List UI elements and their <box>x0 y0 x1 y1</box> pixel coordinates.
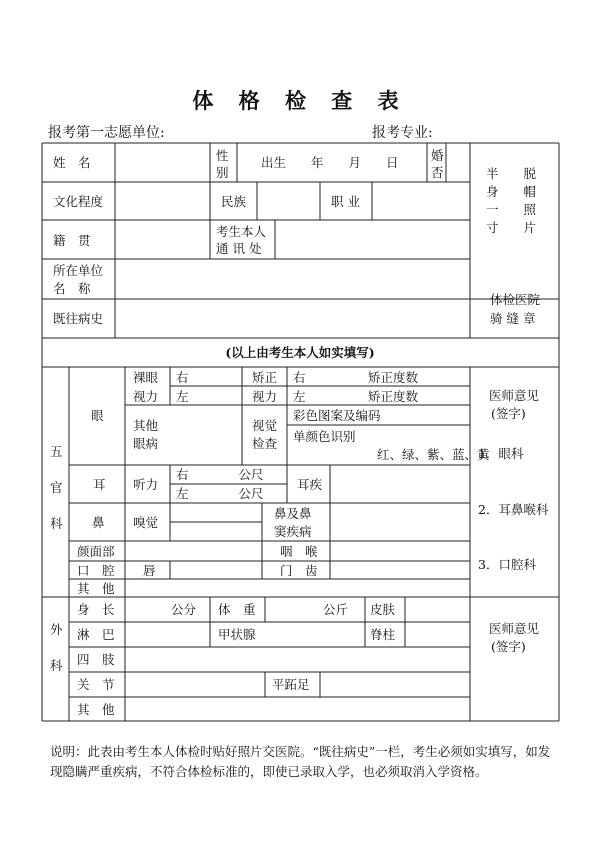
limbs-label: 四 肢 <box>77 652 115 667</box>
single-color-label: 单颜色识别 <box>293 429 356 444</box>
surgery-section-char-2: 科 <box>50 658 63 673</box>
nose-label: 鼻 <box>92 515 105 530</box>
thyroid-label: 甲状腺 <box>218 627 256 642</box>
ear-disease-label: 耳疾 <box>297 477 323 492</box>
birth-label: 出生 年 月 日 <box>261 155 399 170</box>
name-label: 姓 名 <box>53 155 91 170</box>
origin-label: 籍 贯 <box>53 233 91 248</box>
history-label: 既往病史 <box>53 311 104 326</box>
visual-check-label-1: 视觉 <box>252 418 278 433</box>
kg-unit: 公斤 <box>323 602 349 617</box>
corrected-vision-label-2: 视力 <box>252 389 278 404</box>
surgery-signature: (签字) <box>491 639 526 654</box>
occupation-label: 职业 <box>331 194 365 209</box>
teeth-label: 门 齿 <box>280 563 318 578</box>
spine-label: 脊柱 <box>370 627 396 642</box>
naked-vision-label-1: 裸眼 <box>133 370 159 385</box>
ent-section-char-3: 科 <box>50 516 63 531</box>
hospital-seal-2: 骑 缝 章 <box>490 311 536 326</box>
naked-vision-label-2: 视力 <box>133 389 159 404</box>
contact-label-2: 通 讯 处 <box>216 241 262 256</box>
sinus-label-2: 窦疾病 <box>274 524 312 539</box>
photo-note-2: 身 帽 <box>486 184 537 199</box>
colors-list: 红、绿、紫、蓝、黄 <box>377 447 490 462</box>
ent-section-char-1: 五 <box>50 444 63 459</box>
marital-label: 婚否 <box>431 148 444 180</box>
visual-check-label-2: 检查 <box>252 436 278 451</box>
weight-label: 体 重 <box>218 602 256 617</box>
height-label: 身 长 <box>77 602 115 617</box>
self-fill-note: (以上由考生本人如实填写) <box>225 345 375 360</box>
employer-label-1: 所在单位 <box>53 263 104 278</box>
ethnicity-label: 民族 <box>221 194 247 209</box>
naked-left-label: 左 <box>176 389 189 404</box>
ear-label: 耳 <box>93 477 106 492</box>
face-label: 颜面部 <box>77 544 115 559</box>
other-eye-label-2: 眼病 <box>133 436 159 451</box>
page-title: 体 格 检 查 表 <box>192 88 408 113</box>
surgery-section-char-1: 外 <box>50 622 63 637</box>
skin-label: 皮肤 <box>370 602 396 617</box>
photo-note-4: 寸 片 <box>486 220 537 235</box>
employer-label-2: 名 称 <box>53 281 91 296</box>
lip-label: 唇 <box>143 563 156 578</box>
color-chart-label: 彩色图案及编码 <box>293 408 381 423</box>
cm-unit: 公分 <box>171 602 197 617</box>
throat-label: 咽 喉 <box>280 544 318 559</box>
ent-doctor-opinion: 医师意见 <box>489 388 540 403</box>
surgery-other-label: 其 他 <box>77 702 115 717</box>
photo-note-3: 一 照 <box>486 202 537 217</box>
ent-item-dental: 3．口腔科 <box>478 557 536 572</box>
other-eye-label-1: 其他 <box>133 418 159 433</box>
lymph-label: 淋 巴 <box>77 627 115 642</box>
hospital-seal-1: 体检医院 <box>490 292 541 307</box>
ent-other-label: 其 他 <box>77 581 115 596</box>
footnote: 说明：此表由考生本人体检时贴好照片交医院。“既往病史”一栏，考生必须如实填写，如发现隐瞒严重疾病，不符合体检标准的，即使已录取入学，也必须取消入学资格。 <box>50 744 551 779</box>
hearing-right-label: 右 公尺 <box>176 467 264 482</box>
naked-right-label: 右 <box>176 370 189 385</box>
ent-section-char-2: 官 <box>50 480 63 495</box>
first-choice-label: 报考第一志愿单位: <box>48 125 165 141</box>
eye-label: 眼 <box>91 408 104 423</box>
hearing-left-label: 左 公尺 <box>176 486 264 501</box>
smell-label: 嗅觉 <box>133 515 159 530</box>
ent-item-ent: 2．耳鼻喉科 <box>478 502 549 517</box>
right-correction-label: 右 矫正度数 <box>293 370 419 385</box>
flatfoot-label: 平跖足 <box>272 677 310 692</box>
mouth-label: 口 腔 <box>77 563 115 578</box>
hearing-label: 听力 <box>133 477 159 492</box>
left-correction-label: 左 矫正度数 <box>293 389 419 404</box>
joints-label: 关 节 <box>77 677 115 692</box>
education-label: 文化程度 <box>53 194 104 209</box>
ent-item-eye: 1．眼科 <box>478 446 524 461</box>
ent-signature: (签字) <box>491 406 526 421</box>
gender-label: 性别 <box>216 148 229 180</box>
major-label: 报考专业: <box>372 125 433 141</box>
surgery-doctor-opinion: 医师意见 <box>489 621 540 636</box>
photo-note-1: 半 脱 <box>486 166 537 181</box>
corrected-vision-label-1: 矫正 <box>252 370 278 385</box>
contact-label-1: 考生本人 <box>216 224 267 239</box>
sinus-label-1: 鼻及鼻 <box>274 506 312 521</box>
